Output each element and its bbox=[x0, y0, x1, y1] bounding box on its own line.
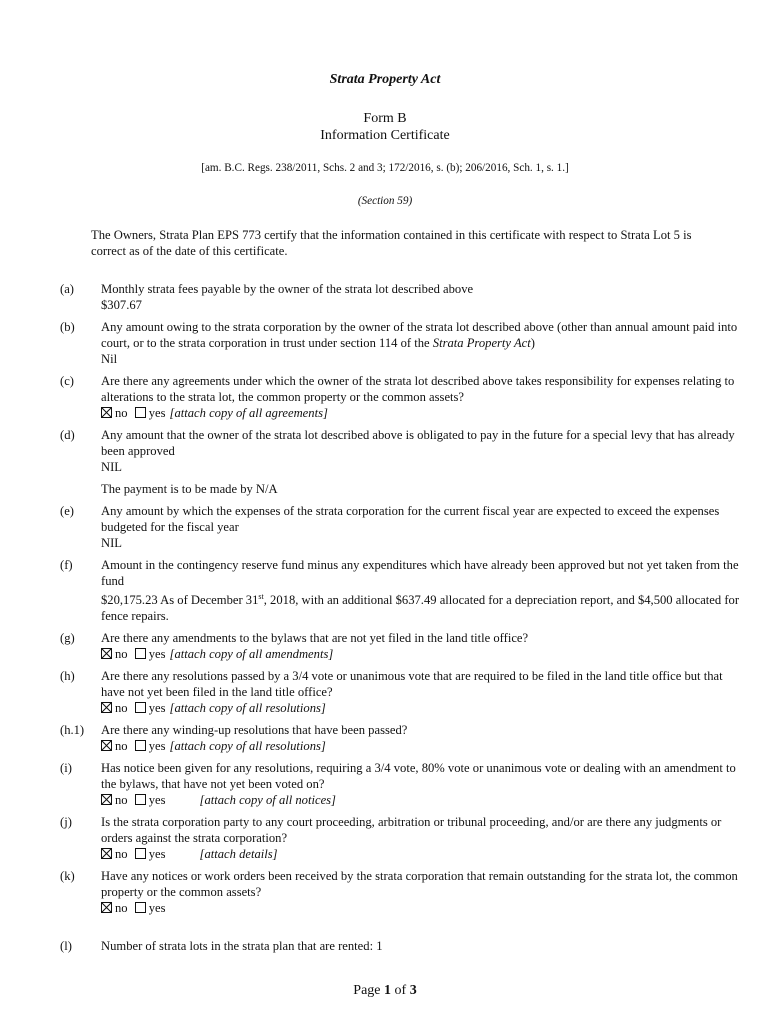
item-letter: (e) bbox=[60, 504, 74, 518]
question-close: ) bbox=[530, 336, 535, 350]
page-total: 3 bbox=[409, 983, 417, 998]
item-c bbox=[60, 373, 740, 421]
page-number: 1 bbox=[384, 983, 392, 998]
checkbox-row bbox=[101, 900, 740, 916]
item-letter: (j) bbox=[60, 815, 72, 830]
item-letter: (f) bbox=[60, 558, 73, 572]
yes-checkbox[interactable] bbox=[135, 902, 146, 913]
item-answer: $307.67 bbox=[101, 298, 142, 312]
yes-checkbox[interactable] bbox=[135, 848, 146, 859]
item-question bbox=[101, 319, 740, 351]
item-question: Number of strata lots in the strata plan that are rented: 1 bbox=[101, 939, 383, 954]
attach-note: [attach copy of all amendments] bbox=[169, 647, 334, 662]
attach-note: [attach copy of all notices] bbox=[199, 793, 336, 808]
act-title: Strata Property Act bbox=[329, 72, 441, 87]
yes-checkbox[interactable] bbox=[135, 407, 146, 418]
no-label: no bbox=[115, 701, 128, 716]
answer-text: $20,175.23 As of December 31 bbox=[101, 593, 259, 608]
item-question: Are there any resolutions passed by a 3/4 vote or unanimous vote that are required to be filed in the land title office but that have not yet been filed in the land title office? bbox=[101, 669, 723, 700]
regulations-reference: [am. B.C. Regs. 238/2011, Schs. 2 and 3; 172/2016, s. (b); 206/2016, Sch. 1, s. 1.] bbox=[201, 162, 569, 174]
page-word: Page bbox=[353, 983, 381, 998]
item-letter: (c) bbox=[60, 374, 74, 388]
yes-checkbox[interactable] bbox=[135, 794, 146, 805]
yes-label: yes bbox=[148, 793, 166, 808]
no-checkbox[interactable] bbox=[101, 648, 112, 659]
yes-label: yes bbox=[148, 647, 166, 662]
checkbox-row bbox=[101, 738, 740, 754]
yes-label: yes bbox=[148, 406, 166, 420]
item-letter: (h) bbox=[60, 669, 75, 684]
item-i bbox=[60, 760, 740, 808]
checkbox-row bbox=[101, 405, 740, 421]
item-answer: NIL bbox=[101, 536, 122, 550]
answer-text-rest: , 2018, with an additional $637.49 allocated for a depreciation report, and $4,500 allocated for fence repairs. bbox=[101, 593, 740, 624]
of-word: of bbox=[394, 983, 407, 998]
act-name-italic: Strata Property Act bbox=[432, 336, 531, 350]
item-g bbox=[60, 630, 740, 662]
item-e bbox=[60, 503, 740, 551]
item-answer bbox=[101, 589, 740, 624]
item-question: Are there any agreements under which the owner of the strata lot described above takes responsibility for expenses relating to alterations to the strata lot, the common property or the common assets? bbox=[101, 374, 735, 404]
attach-note: [attach details] bbox=[199, 847, 278, 862]
no-label: no bbox=[115, 739, 128, 754]
no-checkbox[interactable] bbox=[101, 702, 112, 713]
form-name: Form B bbox=[363, 111, 407, 126]
item-letter: (k) bbox=[60, 869, 75, 884]
yes-label: yes bbox=[148, 901, 166, 916]
no-label: no bbox=[115, 647, 128, 662]
checkbox-row bbox=[101, 700, 740, 716]
section-reference: (Section 59) bbox=[357, 195, 413, 207]
item-question: Are there any amendments to the bylaws that are not yet filed in the land title office? bbox=[101, 631, 529, 646]
answer-superscript: st bbox=[258, 592, 264, 601]
no-checkbox[interactable] bbox=[101, 740, 112, 751]
item-question: Amount in the contingency reserve fund minus any expenditures which have already been approved but not yet taken from the fund bbox=[101, 558, 739, 588]
item-question: Any amount by which the expenses of the strata corporation for the current fiscal year are expected to exceed the expenses budgeted for the fiscal year bbox=[101, 504, 720, 534]
checkbox-row bbox=[101, 646, 740, 662]
checkbox-row bbox=[101, 846, 740, 862]
item-letter: (b) bbox=[60, 320, 75, 334]
items-list bbox=[60, 281, 740, 960]
yes-checkbox[interactable] bbox=[135, 702, 146, 713]
no-label: no bbox=[115, 793, 128, 808]
no-label: no bbox=[115, 901, 128, 916]
page-footer bbox=[0, 983, 770, 999]
item-h1 bbox=[60, 722, 740, 754]
no-checkbox[interactable] bbox=[101, 407, 112, 418]
item-answer: Nil bbox=[101, 352, 118, 366]
item-question: Any amount that the owner of the strata lot described above is obligated to pay in the future for a special levy that has already been approved bbox=[101, 428, 735, 458]
yes-label: yes bbox=[148, 739, 166, 754]
item-letter: (h.1) bbox=[60, 723, 85, 738]
item-letter: (a) bbox=[60, 282, 74, 296]
yes-checkbox[interactable] bbox=[135, 648, 146, 659]
item-letter: (d) bbox=[60, 428, 75, 442]
certificate-name: Information Certificate bbox=[320, 128, 450, 143]
item-question: Monthly strata fees payable by the owner of the strata lot described above bbox=[101, 282, 474, 296]
no-checkbox[interactable] bbox=[101, 902, 112, 913]
item-letter: (g) bbox=[60, 631, 75, 646]
attach-note: [attach copy of all resolutions] bbox=[169, 701, 326, 716]
item-j bbox=[60, 814, 740, 862]
payment-line: The payment is to be made by N/A bbox=[101, 482, 278, 496]
yes-label: yes bbox=[148, 847, 166, 862]
yes-label: yes bbox=[148, 701, 166, 716]
checkbox-row bbox=[101, 792, 740, 808]
item-question: Is the strata corporation party to any court proceeding, arbitration or tribunal proceeding, and/or are there any judgments or orders against the strata corporation? bbox=[101, 815, 722, 846]
item-d bbox=[60, 427, 740, 497]
attach-note: [attach copy of all resolutions] bbox=[169, 739, 326, 754]
item-question: Are there any winding-up resolutions that have been passed? bbox=[101, 723, 408, 738]
question-text: Any amount owing to the strata corporation by the owner of the strata lot described above (other than annual amount paid into court, or to the strata corporation in trust under section 114 of the bbox=[101, 320, 738, 350]
no-checkbox[interactable] bbox=[101, 848, 112, 859]
intro-paragraph: The Owners, Strata Plan EPS 773 certify that the information contained in this certificate with respect to Strata Lot 5 is correct as of the date of this certificate. bbox=[91, 228, 692, 258]
attach-note: [attach copy of all agreements] bbox=[169, 406, 328, 420]
item-answer: NIL bbox=[101, 460, 122, 474]
item-question: Has notice been given for any resolutions, requiring a 3/4 vote, 80% vote or unanimous vote or dealing with an amendment to the bylaws, that have not yet been voted on? bbox=[101, 761, 736, 792]
item-letter: (i) bbox=[60, 761, 72, 776]
yes-checkbox[interactable] bbox=[135, 740, 146, 751]
item-k bbox=[60, 868, 740, 916]
form-heading bbox=[0, 110, 770, 144]
item-a bbox=[60, 281, 740, 313]
item-f bbox=[60, 557, 740, 624]
no-label: no bbox=[115, 406, 128, 420]
no-checkbox[interactable] bbox=[101, 794, 112, 805]
item-letter: (l) bbox=[60, 939, 72, 954]
item-question: Have any notices or work orders been received by the strata corporation that remain outstanding for the strata lot, the common property or the common assets? bbox=[101, 869, 738, 900]
item-b bbox=[60, 319, 740, 367]
no-label: no bbox=[115, 847, 128, 862]
item-h bbox=[60, 668, 740, 716]
item-l bbox=[60, 938, 740, 954]
